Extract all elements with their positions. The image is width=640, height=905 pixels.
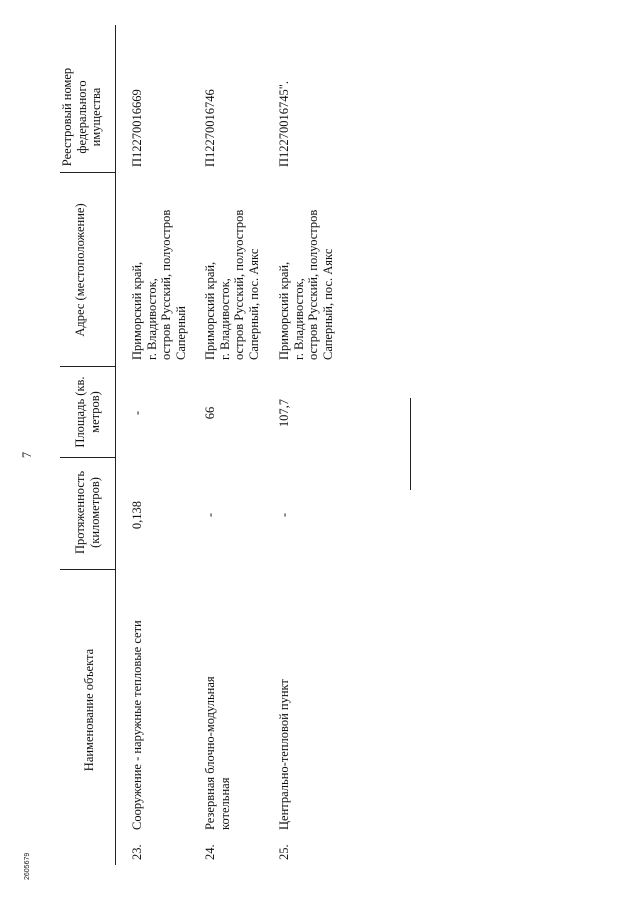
header-length: Протяженность (километров): [73, 470, 102, 555]
row-24-area: 66: [203, 406, 217, 420]
row-23-address: [130, 175, 188, 360]
row-25-address: [277, 175, 335, 360]
address-line: г. Владивосток,: [217, 278, 232, 360]
address-line: Приморский край,: [130, 261, 144, 360]
address-line: Саперный: [173, 306, 188, 360]
row-24-address: [203, 175, 261, 360]
row-24-registry: П12270016746: [203, 89, 217, 167]
row-23-num: 23.: [130, 844, 144, 860]
row-23-registry: П12270016669: [130, 89, 144, 167]
header-area: Площадь (кв. метров): [73, 376, 102, 448]
row-25-area: 107,7: [277, 398, 291, 428]
row-25-name: Центрально-тепловой пункт: [277, 679, 291, 830]
row-24-length: -: [203, 512, 217, 518]
document-id: 2605679: [24, 852, 31, 880]
address-line: остров Русский, полуостров: [232, 209, 246, 360]
row-24-num: 24.: [203, 844, 217, 860]
row-25-num: 25.: [277, 844, 291, 860]
row-23-area: -: [130, 410, 144, 416]
address-line: остров Русский, полуостров: [159, 209, 173, 360]
col-divider-1: [60, 569, 115, 570]
col-divider-4: [60, 172, 115, 173]
row-23-length: 0,138: [130, 500, 144, 530]
page-number: 7: [20, 451, 34, 459]
address-line: Саперный, пос. Аякс: [320, 248, 335, 360]
row-25-registry: П12270016745".: [277, 80, 291, 167]
header-address: Адрес (местоположение): [73, 203, 87, 337]
header-name: Наименование объекта: [82, 648, 96, 772]
address-line: Саперный, пос. Аякс: [246, 248, 261, 360]
address-line: г. Владивосток,: [144, 278, 159, 360]
row-24-name: Резервная блочно-модульная котельная: [203, 676, 232, 830]
address-line: Приморский край,: [203, 261, 217, 360]
header-bottom-line: [115, 25, 116, 865]
address-line: Приморский край,: [277, 261, 291, 360]
col-divider-3: [60, 366, 115, 367]
header-registry: Реестровый номер федерального имущества: [60, 67, 103, 167]
address-line: г. Владивосток,: [291, 278, 306, 360]
address-line: остров Русский, полуостров: [306, 209, 320, 360]
closing-rule: [410, 398, 411, 490]
row-25-length: -: [277, 512, 291, 518]
col-divider-2: [60, 457, 115, 458]
row-23-name: Сооружение - наружные тепловые сети: [130, 620, 144, 830]
